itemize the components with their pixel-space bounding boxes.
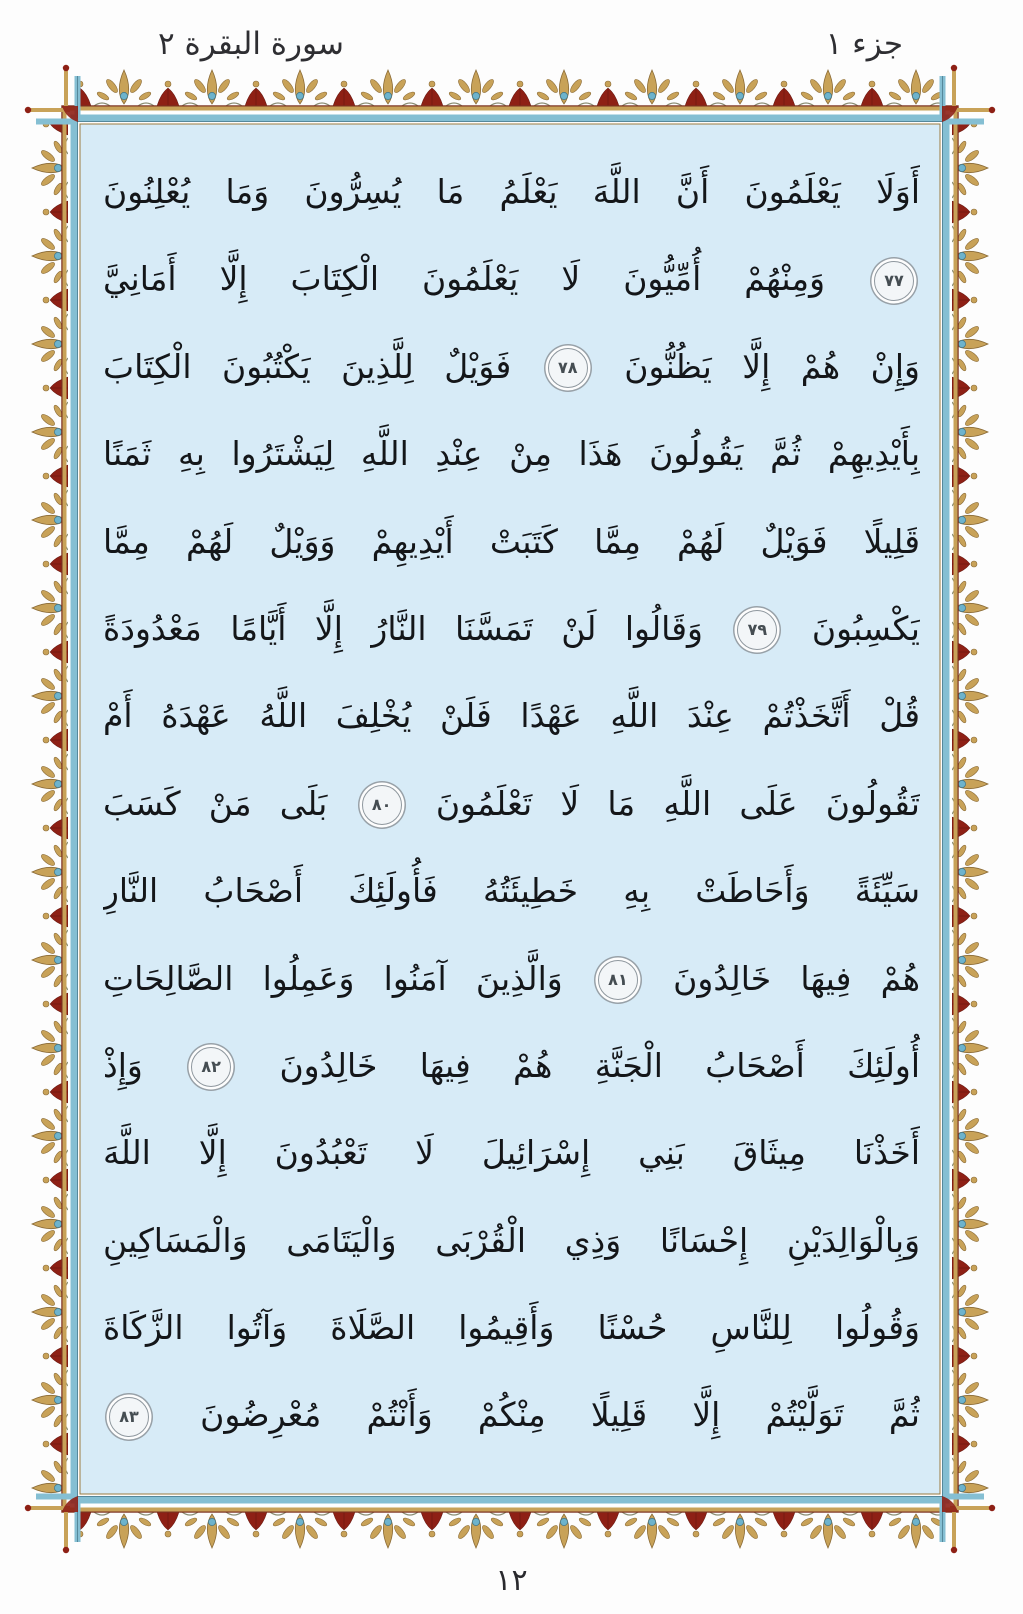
quran-text-segment: وَالَّذِينَ آمَنُوا وَعَمِلُوا الصَّالِحَاتِ	[103, 958, 563, 998]
quran-text-segment: فَوَيْلٌ لِلَّذِينَ يَكْتُبُونَ الْكِتَابَ	[103, 346, 512, 386]
ayah-end-medallion: ٧٧	[874, 261, 914, 301]
page-number: ١٢	[495, 1563, 528, 1598]
quran-text-segment: وَإِذْ	[103, 1045, 143, 1085]
quran-text-segment: أَوَلَا يَعْلَمُونَ أَنَّ اللَّهَ يَعْلَمُ مَا يُسِرُّونَ وَمَا يُعْلِنُونَ	[103, 172, 920, 211]
quran-line	[103, 235, 920, 322]
quran-text-segment: أُولَئِكَ أَصْحَابُ الْجَنَّةِ هُمْ فِيهَا خَالِدُونَ	[279, 1045, 920, 1085]
quran-text-panel	[103, 148, 920, 1460]
quran-line	[103, 1284, 920, 1371]
quran-text-segment: هُمْ فِيهَا خَالِدُونَ	[673, 958, 920, 998]
quran-line	[103, 585, 920, 672]
quran-line	[103, 935, 920, 1022]
quran-text-segment: سَيِّئَةً وَأَحَاطَتْ بِهِ خَطِيئَتُهُ فَأُولَئِكَ أَصْحَابُ النَّارِ	[103, 871, 920, 911]
quran-text-segment: بَلَى مَنْ كَسَبَ	[103, 783, 328, 823]
quran-line	[103, 760, 920, 847]
ayah-end-medallion: ٨٢	[191, 1047, 231, 1087]
juz-label: جزء ١	[825, 26, 903, 62]
surah-label: سورة البقرة ٢	[158, 26, 345, 62]
quran-text-segment: وَمِنْهُمْ أُمِّيُّونَ لَا يَعْلَمُونَ الْكِتَابَ إِلَّا أَمَانِيَّ	[103, 259, 826, 299]
quran-text-segment: ثُمَّ تَوَلَّيْتُمْ إِلَّا قَلِيلًا مِنْكُمْ وَأَنْتُمْ مُعْرِضُونَ	[200, 1395, 920, 1435]
quran-line	[103, 1022, 920, 1109]
quran-text-segment: وَقُولُوا لِلنَّاسِ حُسْنًا وَأَقِيمُوا الصَّلَاةَ وَآتُوا الزَّكَاةَ	[103, 1308, 920, 1348]
quran-line	[103, 1197, 920, 1284]
quran-line	[103, 672, 920, 759]
quran-line	[103, 323, 920, 410]
quran-text-segment: قُلْ أَتَّخَذْتُمْ عِنْدَ اللَّهِ عَهْدًا فَلَنْ يُخْلِفَ اللَّهُ عَهْدَهُ أَمْ	[103, 696, 920, 736]
quran-text-segment: وَبِالْوَالِدَيْنِ إِحْسَانًا وَذِي الْقُرْبَى وَالْيَتَامَى وَالْمَسَاكِينِ	[103, 1220, 920, 1260]
quran-text-segment: وَقَالُوا لَنْ تَمَسَّنَا النَّارُ إِلَّا أَيَّامًا مَعْدُودَةً	[103, 608, 703, 648]
quran-text-segment: يَكْسِبُونَ	[811, 608, 920, 648]
ayah-end-medallion: ٨٠	[362, 785, 402, 825]
quran-text-segment: قَلِيلًا فَوَيْلٌ لَهُمْ مِمَّا كَتَبَتْ أَيْدِيهِمْ وَوَيْلٌ لَهُمْ مِمَّا	[103, 521, 920, 561]
ayah-end-medallion: ٧٩	[737, 610, 777, 650]
quran-line	[103, 1109, 920, 1196]
quran-text-segment: تَقُولُونَ عَلَى اللَّهِ مَا لَا تَعْلَمُونَ	[435, 783, 920, 823]
quran-line	[103, 410, 920, 497]
quran-line	[103, 148, 920, 235]
quran-line	[103, 847, 920, 934]
quran-line	[103, 1371, 920, 1458]
ayah-end-medallion: ٨٣	[109, 1397, 149, 1437]
quran-text-segment: بِأَيْدِيهِمْ ثُمَّ يَقُولُونَ هَذَا مِنْ عِنْدِ اللَّهِ لِيَشْتَرُوا بِهِ ثَمَنًا	[103, 434, 920, 474]
ayah-end-medallion: ٨١	[598, 960, 638, 1000]
quran-text-segment: أَخَذْنَا مِيثَاقَ بَنِي إِسْرَائِيلَ لَا تَعْبُدُونَ إِلَّا اللَّهَ	[103, 1133, 920, 1173]
ayah-end-medallion: ٧٨	[548, 348, 588, 388]
quran-text-segment: وَإِنْ هُمْ إِلَّا يَظُنُّونَ	[624, 346, 920, 386]
quran-line	[103, 498, 920, 585]
